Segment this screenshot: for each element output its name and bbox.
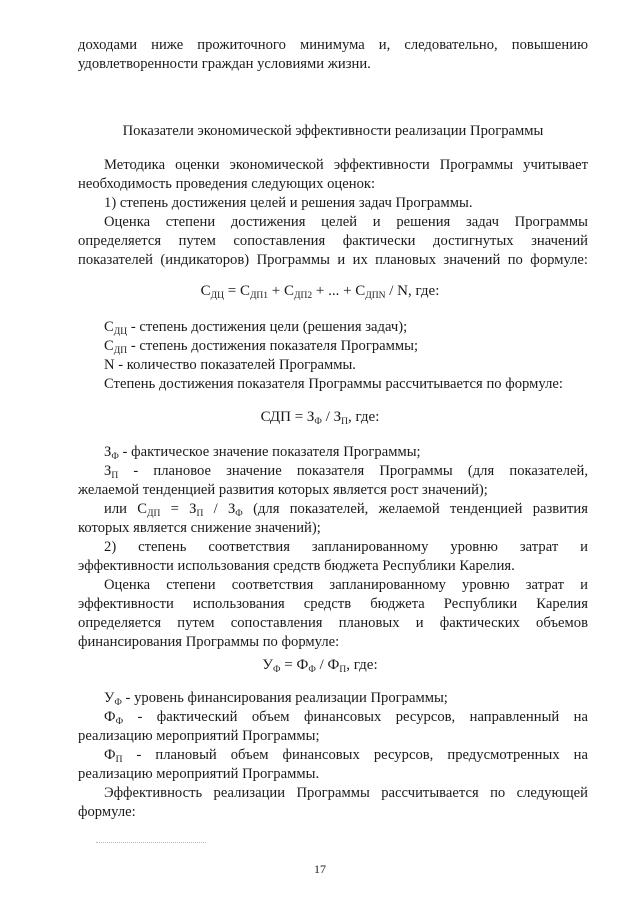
text-line: определяется путем сопоставления фактически достигнутых значений [78, 233, 588, 249]
text-line: доходами ниже прожиточного минимума и, следовательно, повышению [78, 37, 588, 53]
page-number: 17 [314, 862, 326, 876]
text-line: желаемой тенденцией развития которых является рост значений); [78, 482, 488, 498]
definition-line: $У_Ф$ - уровень финансирования реализации Программы; [104, 690, 448, 708]
definition-line: $Ф_Ф$ - фактический объем финансовых ресурсов, направленный на [104, 709, 588, 727]
definition-line: $З_П$ - плановое значение показателя Программы (для показателей, [104, 463, 588, 481]
text-line: определяется путем сопоставления плановых и фактических объемов [78, 615, 588, 631]
text-line: финансирования Программы по формуле: [78, 634, 340, 650]
text-line: Степень достижения показателя Программы рассчитывается по формуле: [104, 376, 563, 392]
text-line: Оценка степени соответствия запланированному уровню затрат и [104, 577, 588, 593]
text-line: которых является снижение значений); [78, 520, 321, 536]
text-line: Методика оценки экономической эффективности Программы учитывает [104, 157, 588, 173]
definition-line: $С_{ДЦ}$ - степень достижения цели (решения задач); [104, 319, 408, 337]
text-line: реализацию мероприятий Программы; [78, 728, 320, 744]
text-line: Оценка степени достижения целей и решения задач Программы [104, 214, 588, 230]
formula-sdp: СДП = $З_Ф / З_П$, где: [260, 409, 380, 427]
text-line: формуле: [78, 804, 136, 820]
text-line: реализацию мероприятий Программы. [78, 766, 320, 782]
text-line: показателей (индикаторов) Программы и их плановых значений по формуле: [78, 252, 588, 268]
definition-line: $С_{ДП}$ - степень достижения показателя Программы; [104, 338, 419, 356]
text-line: эффективности использования средств бюджета Республики Карелия [78, 596, 588, 612]
formula-sdc: $С_{ДЦ} = С_{ДП1} + С_{ДП2}$ + ... + $С_{ДПN}$ / N, где: [200, 283, 440, 301]
text-line: Эффективность реализации Программы рассчитывается по следующей [104, 785, 588, 801]
text-line: или $С_{ДП} = З_П / З_Ф$ (для показателей, желаемой тенденцией развития [104, 501, 588, 519]
definition-line: $Ф_П$ - плановый объем финансовых ресурсов, предусмотренных на [104, 747, 588, 765]
text-line: удовлетворенности граждан условиями жизни. [78, 56, 371, 72]
text-line: 1) степень достижения целей и решения задач Программы. [104, 195, 473, 211]
text-line: необходимость проведения следующих оценок: [78, 176, 376, 192]
text-line: эффективности использования средств бюджета Республики Карелия. [78, 558, 515, 574]
formula-uf: $У_Ф = Ф_Ф / Ф_П$, где: [262, 657, 378, 675]
definition-line: N - количество показателей Программы. [104, 357, 356, 373]
scan-artifact-dots [96, 842, 206, 843]
text-line: 2) степень соответствия запланированному уровню затрат и [104, 539, 588, 555]
definition-line: $З_Ф$ - фактическое значение показателя Программы; [104, 444, 421, 462]
section-heading: Показатели экономической эффективности реализации Программы [122, 123, 544, 139]
